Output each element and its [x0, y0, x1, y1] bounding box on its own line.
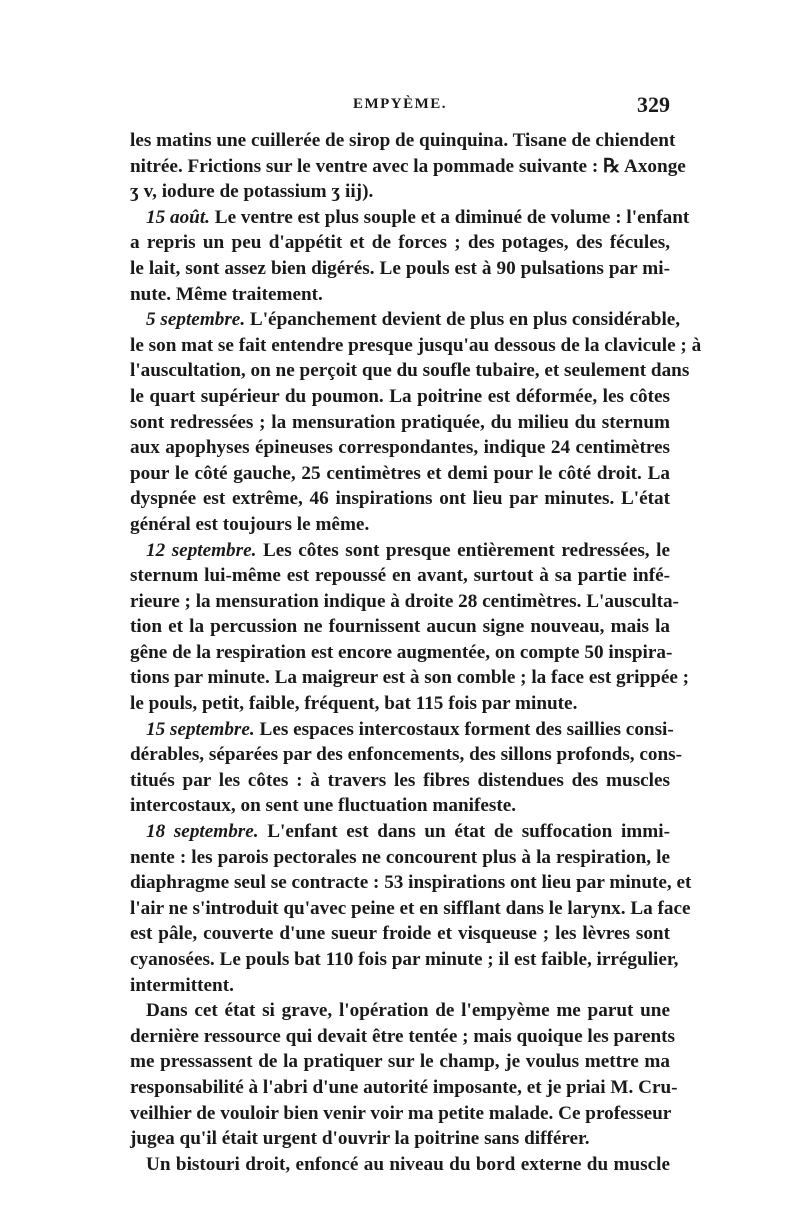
text-line	[130, 179, 670, 205]
text-line	[130, 665, 690, 691]
line-text: Le ventre est plus souple et a diminué de volume : l'enfant	[209, 206, 690, 228]
text-line	[130, 640, 673, 666]
line-text: veilhier de vouloir bien venir voir ma petite malade. Ce professeur	[130, 1102, 672, 1124]
line-text: l'air ne s'introduit qu'avec peine et en sifflant dans le larynx. La face	[130, 897, 691, 919]
text-line	[130, 973, 670, 999]
line-text: jugea qu'il était urgent d'ouvrir la poitrine sans différer.	[130, 1128, 590, 1150]
line-text: nente : les parois pectorales ne concourent plus à la respiration, le	[130, 846, 670, 868]
line-text: me pressassent de la pratiquer sur le champ, je voulus mettre ma	[130, 1051, 670, 1073]
entry-date: 15 août.	[146, 206, 210, 228]
text-line	[130, 128, 676, 154]
text-line	[130, 845, 670, 871]
text-line	[130, 307, 681, 333]
line-text: titués par les côtes : à travers les fibres distendues des muscles	[130, 769, 670, 791]
line-text: dérables, séparées par des enfoncements, des sillons profonds, cons-	[130, 744, 683, 766]
text-line	[130, 1101, 670, 1127]
line-text: Les côtes sont presque entièrement redressées, le	[256, 539, 670, 561]
text-line	[130, 358, 690, 384]
text-line	[130, 921, 670, 947]
line-text: l'auscultation, on ne perçoit que du soufle tubaire, et seulement dans	[130, 360, 690, 382]
line-text: Dans cet état si grave, l'opération de l'empyème me parut une	[146, 1000, 670, 1022]
line-text: a repris un peu d'appétit et de forces ; des potages, des fécules,	[130, 232, 670, 254]
text-line	[130, 563, 670, 589]
line-text: L'épanchement devient de plus en plus considérable,	[245, 309, 681, 331]
line-text: Un bistouri droit, enfoncé au niveau du bord externe du muscle	[146, 1153, 670, 1175]
line-text: rieure ; la mensuration indique à droite 28 centimètres. L'ausculta-	[130, 590, 679, 612]
text-line	[130, 512, 670, 538]
text-line	[130, 154, 686, 180]
line-text: général est toujours le même.	[130, 513, 370, 535]
text-line	[130, 589, 679, 615]
text-line	[130, 742, 683, 768]
line-text: sternum lui-même est repoussé en avant, surtout à sa partie infé-	[130, 565, 670, 587]
text-line	[130, 947, 679, 973]
line-text: Les espaces intercostaux forment des saillies consi-	[254, 718, 674, 740]
line-text: diaphragme seul se contracte : 53 inspirations ont lieu par minute, et	[130, 872, 692, 894]
line-text: gêne de la respiration est encore augmentée, on compte 50 inspira-	[130, 641, 673, 663]
entry-date: 5 septembre.	[146, 309, 246, 331]
entry-date: 18 septembre.	[146, 821, 259, 843]
line-text: est pâle, couverte d'une sueur froide et visqueuse ; les lèvres sont	[130, 923, 670, 945]
page-header	[130, 92, 670, 122]
text-line	[130, 282, 670, 308]
running-head: EMPYÈME.	[352, 96, 448, 112]
line-text: le lait, sont assez bien digérés. Le pouls est à 90 pulsations par mi-	[130, 257, 670, 279]
text-line	[130, 410, 670, 436]
line-text: aux apophyses épineuses correspondantes, indique 24 centimètres	[130, 437, 670, 459]
line-text: le quart supérieur du poumon. La poitrine est déformée, les côtes	[130, 385, 670, 407]
page-number: 329	[637, 92, 670, 117]
entry-date: 12 septembre.	[146, 539, 257, 561]
text-line	[130, 435, 670, 461]
line-text: tion et la percussion ne fournissent aucun signe nouveau, mais la	[130, 616, 670, 638]
text-line	[130, 333, 702, 359]
text-line	[130, 384, 670, 410]
text-line	[130, 870, 692, 896]
text-line	[130, 1075, 678, 1101]
text-line	[130, 256, 670, 282]
line-text: nitrée. Frictions sur le ventre avec la pommade suivante : ℞ Axonge	[130, 155, 686, 177]
text-line	[130, 538, 670, 564]
text-line	[130, 896, 691, 922]
text-line	[130, 205, 690, 231]
line-text: ʒ v, iodure de potassium ʒ iij).	[130, 181, 374, 203]
text-line	[130, 717, 674, 743]
line-text: dyspnée est extrême, 46 inspirations ont lieu par minutes. L'état	[130, 488, 670, 510]
line-text: intercostaux, on sent une fluctuation manifeste.	[130, 795, 517, 817]
line-text: le son mat se fait entendre presque jusqu'au dessous de la clavicule ; à	[130, 334, 702, 356]
line-text: pour le côté gauche, 25 centimètres et demi pour le côté droit. La	[130, 462, 670, 484]
line-text: L'enfant est dans un état de suffocation immi-	[258, 821, 670, 843]
text-line	[130, 614, 670, 640]
text-line	[130, 486, 670, 512]
body-text	[130, 128, 702, 1177]
line-text: intermittent.	[130, 974, 234, 996]
text-line	[130, 819, 670, 845]
line-text: responsabilité à l'abri d'une autorité imposante, et je priai M. Cru-	[130, 1076, 678, 1098]
text-line	[130, 1152, 670, 1178]
line-text: le pouls, petit, faible, fréquent, bat 115 fois par minute.	[130, 693, 578, 715]
line-text: nute. Même traitement.	[130, 283, 323, 305]
line-text: tions par minute. La maigreur est à son comble ; la face est grippée ;	[130, 667, 690, 689]
text-line	[130, 1024, 676, 1050]
line-text: sont redressées ; la mensuration pratiquée, du milieu du sternum	[130, 411, 670, 433]
text-line	[130, 1049, 670, 1075]
line-text: dernière ressource qui devait être tentée ; mais quoique les parents	[130, 1025, 676, 1047]
text-line	[130, 998, 670, 1024]
line-text: cyanosées. Le pouls bat 110 fois par minute ; il est faible, irrégulier,	[130, 949, 679, 970]
text-line	[130, 793, 670, 819]
entry-date: 15 septembre.	[146, 718, 255, 740]
text-line	[130, 768, 670, 794]
text-line	[130, 1126, 670, 1152]
text-line	[130, 230, 670, 256]
text-line	[130, 691, 670, 717]
text-line	[130, 461, 670, 487]
line-text: les matins une cuillerée de sirop de quinquina. Tisane de chiendent	[130, 130, 676, 151]
